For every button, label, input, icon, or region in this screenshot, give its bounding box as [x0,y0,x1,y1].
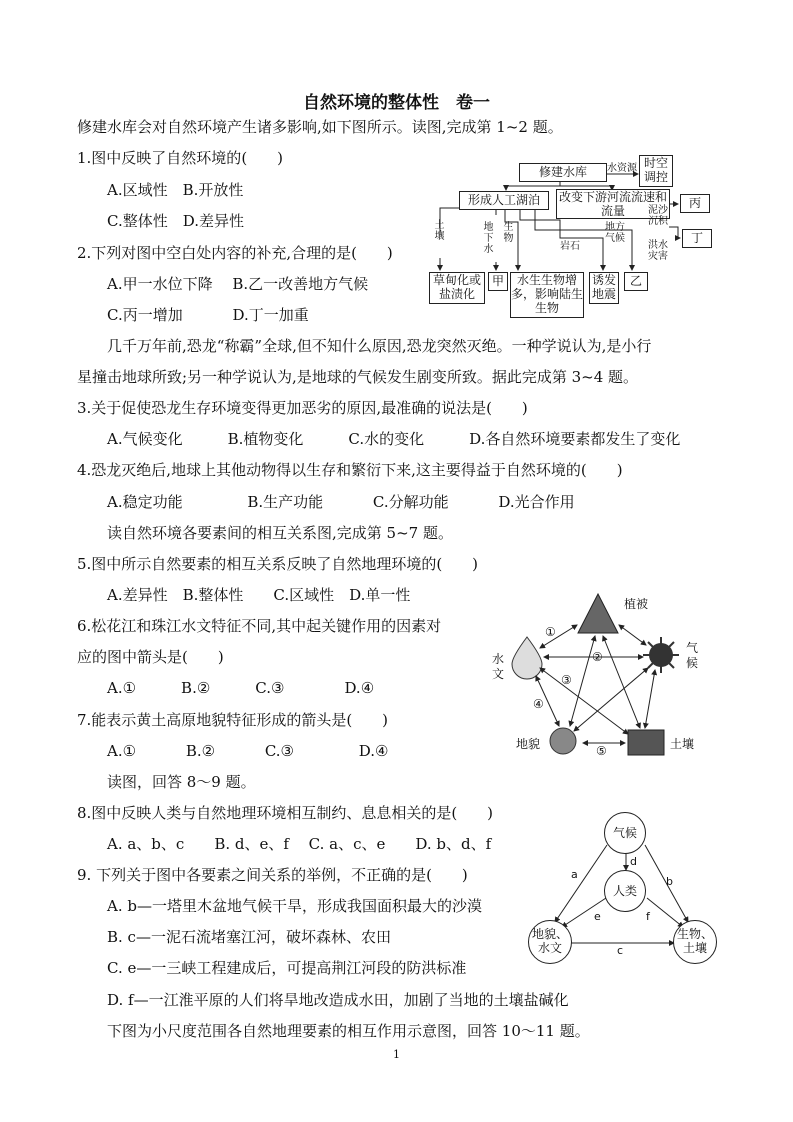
question-6-line1: 6.松花江和珠江水文特征不同,其中起关键作用的因素对 [77,617,442,635]
node-climate: 气候 [604,812,646,854]
edge-e-label: e [594,910,601,923]
question-4: 4.恐龙灭绝后,地球上其他动物得以生存和繁衍下来,这主要得益于自然环境的( ) [77,461,623,479]
question-8: 8.图中反映人类与自然地理环境相互制约、息息相关的是( ) [77,804,494,822]
q9-option-b: B. c—一泥石流堵塞江河，破坏森林、农田 [107,928,391,946]
intro-5-7: 读自然环境各要素间的相互关系图,完成第 5~7 题。 [107,524,453,542]
label-biology: 生物 [503,222,514,244]
edge-d-label: d [630,855,637,868]
intro-3-4-line1: 几千万年前,恐龙“称霸”全球,但不知什么原因,恐龙突然灭绝。一种学说认为,是小行 [107,337,652,355]
q4-options: A.稳定功能 B.生产功能 C.分解功能 D.光合作用 [107,493,575,511]
label-local-climate: 地方气候 [605,222,625,244]
intro-8-9: 读图，回答 8～9 题。 [107,773,256,791]
q2-options-cd: C.丙一增加 D.丁一加重 [107,306,309,324]
q9-option-a: A. b—一塔里木盆地气候干旱，形成我国面积最大的沙漠 [107,897,482,915]
arrow-1-label: ① [545,625,556,639]
label-vegetation: 植被 [624,597,649,611]
box-earthquake: 诱发地震 [589,272,619,304]
label-landform: 地貌 [516,737,541,751]
box-bing: 丙 [680,194,710,213]
box-ding: 丁 [682,229,712,248]
question-5: 5.图中所示自然要素的相互关系反映了自然地理环境的( ) [77,555,479,573]
arrow-2-label: ② [592,650,603,664]
label-soil: 土壤 [434,220,445,242]
question-1: 1.图中反映了自然环境的( ) [77,149,284,167]
box-aquatic-life: 水生生物增多，影响陆生生物 [510,272,584,318]
edge-b-label: b [666,875,673,888]
q1-options-ab: A.区域性 B.开放性 [107,181,244,199]
box-reservoir: 修建水库 [519,163,607,182]
node-human: 人类 [604,870,646,912]
page-number: 1 [393,1048,400,1061]
label-sediment: 泥沙沉积 [648,205,668,227]
intro-10-11: 下图为小尺度范围各自然地理要素的相互作用示意图，回答 10～11 题。 [107,1022,590,1040]
edge-f-label: f [646,910,650,923]
node-bio-soil: 生物、土壤 [673,920,717,964]
page-title: 自然环境的整体性 卷一 [303,93,490,113]
label-climate: 气候 [686,641,699,670]
edge-a-label: a [571,868,578,881]
arrow-4-label: ④ [533,697,544,711]
q1-options-cd: C.整体性 D.差异性 [107,212,244,230]
box-meadow-salinization: 草甸化或盐渍化 [429,272,485,304]
q7-options: A.① B.② C.③ D.④ [107,742,389,760]
q3-options: A.气候变化 B.植物变化 C.水的变化 D.各自然环境要素都发生了变化 [107,430,681,448]
q8-options: A. a、b、c B. d、e、f C. a、c、e D. b、d、f [107,835,492,853]
box-downstream-flow: 改变下游河流流速和流量 [556,189,670,219]
arrow-3-label: ③ [561,673,572,687]
label-flood: 洪水灾害 [648,240,668,262]
q2-options-ab: A.甲一水位下降 B.乙一改善地方气候 [107,275,369,293]
arrow-5-label: ⑤ [596,744,607,758]
box-jia: 甲 [488,272,508,291]
node-landform-hydrology: 地貌、水文 [528,920,572,964]
question-7: 7.能表示黄土高原地貌特征形成的箭头是( ) [77,711,389,729]
label-water-resource: 水资源 [607,163,637,174]
question-6-line2: 应的图中箭头是( ) [77,648,224,666]
label-hydrology: 水文 [492,652,505,681]
question-3: 3.关于促使恐龙生存环境变得更加恶劣的原因,最准确的说法是( ) [77,399,528,417]
intro-3-4-line2: 星撞击地球所致;另一种学说认为,是地球的气候发生剧变所致。据此完成第 3~4 题。 [77,368,639,386]
q5-options: A.差异性 B.整体性 C.区域性 D.单一性 [107,586,411,604]
q6-options: A.① B.② C.③ D.④ [107,679,375,697]
question-2: 2.下列对图中空白处内容的补充,合理的是( ) [77,244,393,262]
intro-1-2: 修建水库会对自然环境产生诸多影响,如下图所示。读图,完成第 1~2 题。 [77,118,563,136]
box-yi: 乙 [624,272,648,291]
label-soil-2: 土壤 [670,737,695,751]
label-groundwater: 地下水 [483,222,494,255]
box-artificial-lake: 形成人工湖泊 [459,191,549,210]
edge-c-label: c [617,944,624,957]
q9-option-c: C. e—一三峡工程建成后，可提高荆江河段的防洪标准 [107,959,467,977]
question-9: 9. 下列关于图中各要素之间关系的举例，不正确的是( ) [77,866,468,884]
q9-option-d: D. f—一江淮平原的人们将旱地改造成水田，加剧了当地的土壤盐碱化 [107,991,569,1009]
box-spatiotemporal: 时空调控 [639,155,673,187]
label-rock: 岩石 [560,241,580,252]
